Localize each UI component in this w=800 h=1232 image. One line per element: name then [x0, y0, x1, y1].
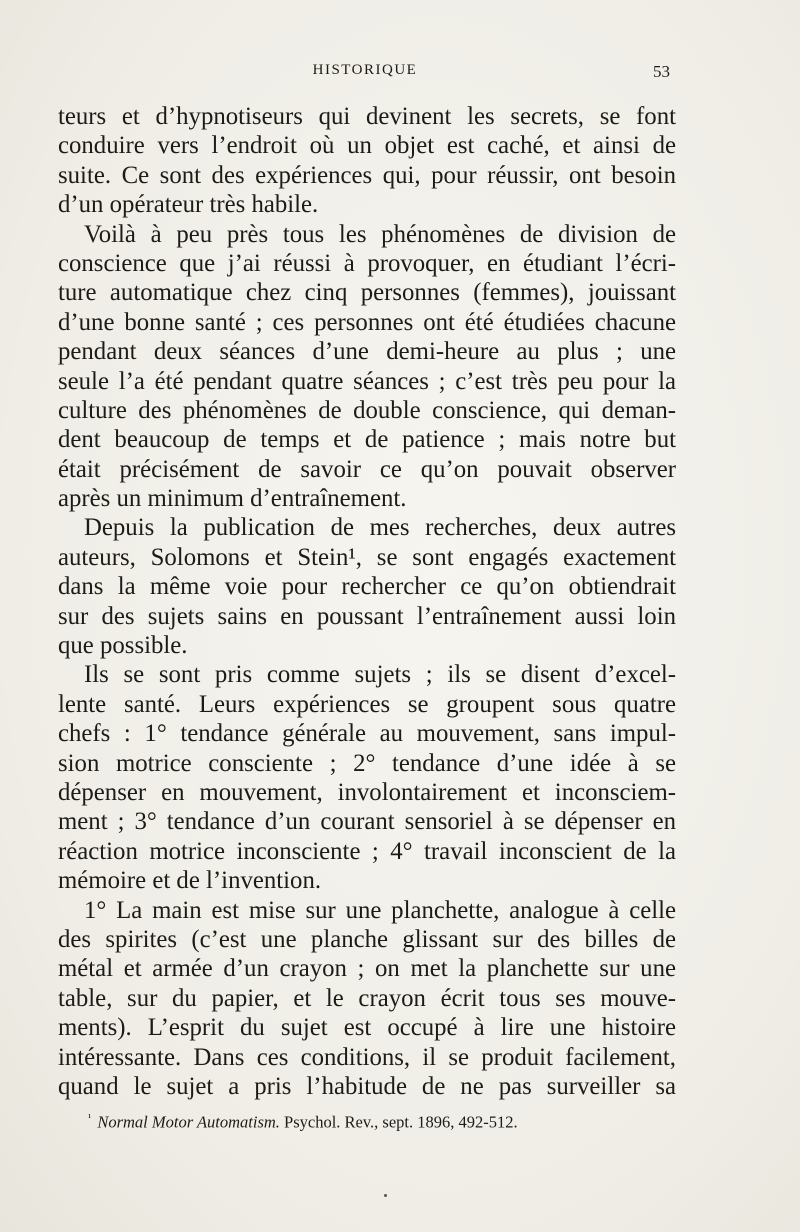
- paper-speck: [384, 1194, 387, 1197]
- text-line: était précisément de savoir ce qu’on pouvait observer: [58, 455, 676, 483]
- text-line: intéressante. Dans ces conditions, il se produit facilement,: [58, 1043, 676, 1071]
- page-number: 53: [653, 62, 670, 81]
- text-line: teurs et d’hypnotiseurs qui devinent les secrets, se font: [58, 103, 676, 130]
- text-line: pendant deux séances d’une demi-heure au plus ; une: [58, 338, 676, 366]
- text-line: sion motrice consciente ; 2° tendance d’une idée à se: [58, 749, 676, 777]
- running-title: HISTORIQUE: [312, 62, 418, 78]
- footnote-mark: ¹: [88, 1112, 92, 1124]
- footnote-citation: Psychol. Rev., sept. 1896, 492-512.: [279, 1112, 518, 1132]
- text-line: ments). L’esprit du sujet est occupé à lire une histoire: [58, 1014, 676, 1042]
- text-line: sur des sujets sains en poussant l’entraînement aussi loin: [58, 602, 676, 630]
- text-line: dent beaucoup de temps et de patience ; mais notre but: [58, 426, 676, 454]
- text-line: ture automatique chez cinq personnes (femmes), jouissant: [58, 279, 676, 307]
- text-line: métal et armée d’un crayon ; on met la planchette sur une: [58, 955, 676, 983]
- text-line: Ils se sont pris comme sujets ; ils se disent d’excel-: [84, 661, 676, 689]
- text-line: des spirites (c’est une planche glissant sur des billes de: [58, 925, 676, 953]
- text-line: dans la même voie pour rechercher ce qu’on obtiendrait: [58, 573, 676, 601]
- text-line: auteurs, Solomons et Stein¹, se sont engagés exactement: [58, 543, 676, 571]
- text-line: conduire vers l’endroit où un objet est caché, et ainsi de: [58, 132, 676, 160]
- text-line: ment ; 3° tendance d’un courant sensoriel à se dépenser en: [58, 808, 676, 836]
- text-line: après un minimum d’entraînement.: [58, 485, 407, 513]
- text-line: 1° La main est mise sur une planchette, analogue à celle: [84, 896, 676, 924]
- text-line: conscience que j’ai réussi à provoquer, en étudiant l’écri-: [58, 249, 676, 277]
- footnote-title: Normal Motor Automatism.: [97, 1112, 280, 1132]
- text-line: seule l’a été pendant quatre séances ; c’est très peu pour la: [58, 367, 676, 395]
- text-line: table, sur du papier, et le crayon écrit tous ses mouve-: [58, 984, 676, 1012]
- text-line: réaction motrice inconsciente ; 4° travail inconscient de la: [58, 837, 676, 865]
- text-line: dépenser en mouvement, involontairement et inconsciem-: [58, 778, 676, 806]
- text-line: mémoire et de l’invention.: [58, 867, 322, 895]
- text-line: d’un opérateur très habile.: [58, 191, 319, 219]
- text-line: culture des phénomènes de double conscience, qui deman-: [58, 396, 676, 424]
- text-line: chefs : 1° tendance générale au mouvement, sans impul-: [58, 720, 676, 748]
- text-line: d’une bonne santé ; ces personnes ont été étudiées chacune: [58, 308, 676, 336]
- text-line: suite. Ce sont des expériences qui, pour réussir, ont besoin: [58, 161, 676, 189]
- text-line: Voilà à peu près tous les phénomènes de division de: [84, 220, 676, 248]
- text-line: quand le sujet a pris l’habitude de ne pas surveiller sa: [58, 1072, 676, 1100]
- text-line: lente santé. Leurs expériences se groupent sous quatre: [58, 690, 676, 718]
- text-line: Depuis la publication de mes recherches, deux autres: [84, 514, 676, 542]
- text-line: que possible.: [58, 632, 188, 660]
- footnote: [88, 1112, 648, 1133]
- running-head: [60, 62, 670, 86]
- body-text: [58, 102, 676, 1101]
